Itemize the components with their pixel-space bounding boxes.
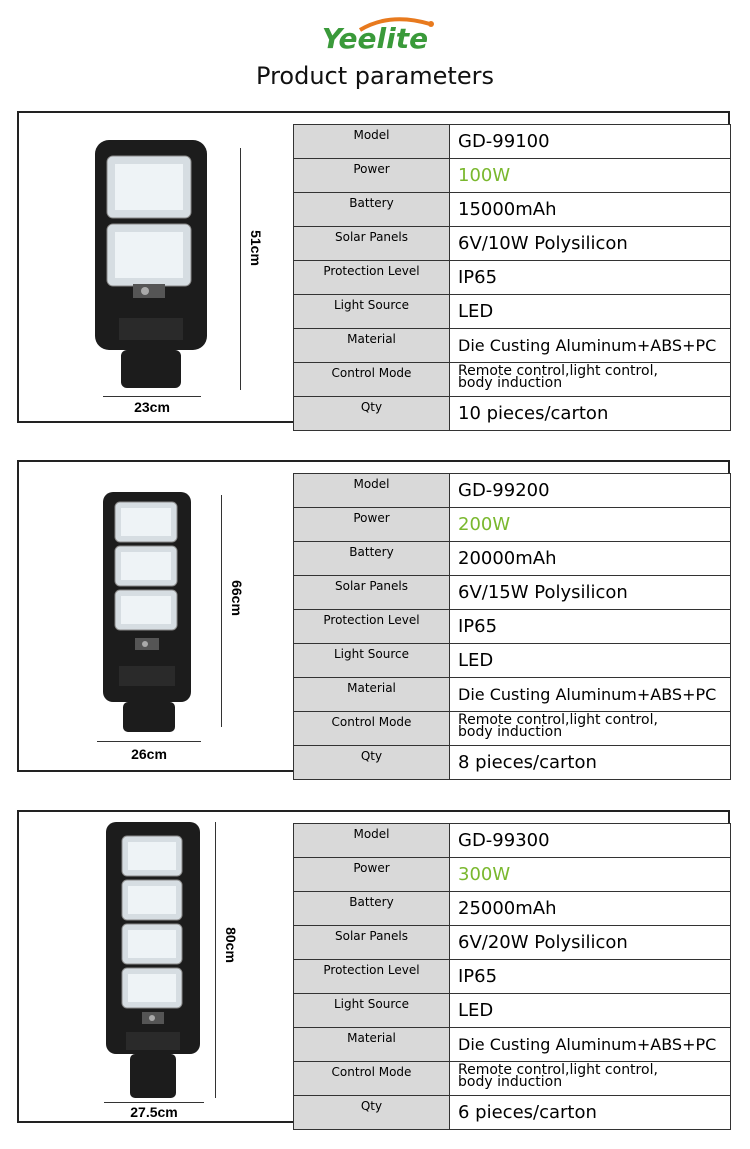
height-label-1: 51cm xyxy=(247,230,264,266)
spec-table-1 xyxy=(293,124,731,431)
brand-logo xyxy=(300,14,450,60)
table-row xyxy=(294,1028,731,1062)
page-title: Product parameters xyxy=(256,62,494,90)
spec-label: Protection Level xyxy=(294,261,450,295)
table-row xyxy=(294,329,731,363)
spec-table-3 xyxy=(293,823,731,1130)
spec-value: LED xyxy=(450,994,731,1028)
spec-value: IP65 xyxy=(450,261,731,295)
table-row xyxy=(294,261,731,295)
spec-value: GD-99100 xyxy=(450,125,731,159)
width-dimension-line-3 xyxy=(104,1102,204,1103)
spec-label: Power xyxy=(294,508,450,542)
spec-label: Control Mode xyxy=(294,363,450,397)
lamp-image-2 xyxy=(101,490,193,734)
spec-value: GD-99300 xyxy=(450,824,731,858)
spec-value-line2: body induction xyxy=(458,1074,563,1090)
table-row xyxy=(294,1062,731,1096)
table-row xyxy=(294,474,731,508)
spec-value-power: 200W xyxy=(450,508,731,542)
spec-label: Light Source xyxy=(294,994,450,1028)
table-row xyxy=(294,159,731,193)
spec-value-power: 300W xyxy=(450,858,731,892)
spec-value: 6V/10W Polysilicon xyxy=(450,227,731,261)
lamp-image-1 xyxy=(93,138,209,390)
table-row xyxy=(294,227,731,261)
spec-label: Material xyxy=(294,678,450,712)
logo-text: Yeelite xyxy=(321,22,429,55)
spec-label: Solar Panels xyxy=(294,926,450,960)
table-row xyxy=(294,644,731,678)
spec-label: Qty xyxy=(294,746,450,780)
spec-value-line2: body induction xyxy=(458,724,563,740)
spec-label: Material xyxy=(294,1028,450,1062)
spec-value: 8 pieces/carton xyxy=(450,746,731,780)
spec-label: Power xyxy=(294,159,450,193)
spec-value: IP65 xyxy=(450,960,731,994)
spec-value-line1: Remote control,light control, xyxy=(458,712,658,728)
height-dimension-line-3 xyxy=(215,822,216,1098)
spec-value: 25000mAh xyxy=(450,892,731,926)
table-row xyxy=(294,1096,731,1130)
spec-label: Qty xyxy=(294,397,450,431)
spec-label: Control Mode xyxy=(294,712,450,746)
spec-label: Light Source xyxy=(294,295,450,329)
table-row xyxy=(294,926,731,960)
table-row xyxy=(294,892,731,926)
spec-value: 6V/20W Polysilicon xyxy=(450,926,731,960)
width-dimension-line-1 xyxy=(103,396,201,397)
spec-value xyxy=(450,712,731,746)
spec-label: Model xyxy=(294,474,450,508)
height-label-2: 66cm xyxy=(228,580,245,616)
spec-value: Die Custing Aluminum+ABS+PC xyxy=(450,329,731,363)
spec-value: Die Custing Aluminum+ABS+PC xyxy=(450,1028,731,1062)
spec-value: LED xyxy=(450,644,731,678)
spec-label: Solar Panels xyxy=(294,576,450,610)
spec-label: Battery xyxy=(294,193,450,227)
table-row xyxy=(294,960,731,994)
height-label-3: 80cm xyxy=(222,927,239,963)
spec-value: 20000mAh xyxy=(450,542,731,576)
lamp-image-3 xyxy=(104,820,202,1100)
table-row xyxy=(294,678,731,712)
table-row xyxy=(294,610,731,644)
width-dimension-line-2 xyxy=(97,741,201,742)
height-dimension-line-2 xyxy=(221,495,222,727)
table-row xyxy=(294,994,731,1028)
table-row xyxy=(294,397,731,431)
spec-label: Battery xyxy=(294,542,450,576)
table-row xyxy=(294,576,731,610)
table-row xyxy=(294,542,731,576)
width-label-1: 23cm xyxy=(134,399,170,415)
height-dimension-line-1 xyxy=(240,148,241,390)
spec-label: Qty xyxy=(294,1096,450,1130)
table-row xyxy=(294,712,731,746)
table-row xyxy=(294,746,731,780)
spec-label: Solar Panels xyxy=(294,227,450,261)
spec-label: Light Source xyxy=(294,644,450,678)
spec-value: GD-99200 xyxy=(450,474,731,508)
spec-label: Control Mode xyxy=(294,1062,450,1096)
spec-value: IP65 xyxy=(450,610,731,644)
spec-value xyxy=(450,363,731,397)
spec-value: Die Custing Aluminum+ABS+PC xyxy=(450,678,731,712)
spec-label: Model xyxy=(294,824,450,858)
spec-value-power: 100W xyxy=(450,159,731,193)
spec-label: Protection Level xyxy=(294,960,450,994)
spec-label: Battery xyxy=(294,892,450,926)
spec-value: 6V/15W Polysilicon xyxy=(450,576,731,610)
spec-value-line1: Remote control,light control, xyxy=(458,1062,658,1078)
spec-label: Power xyxy=(294,858,450,892)
spec-value: 6 pieces/carton xyxy=(450,1096,731,1130)
spec-value xyxy=(450,1062,731,1096)
spec-value-line2: body induction xyxy=(458,375,563,391)
width-label-2: 26cm xyxy=(131,746,167,762)
table-row xyxy=(294,193,731,227)
table-row xyxy=(294,858,731,892)
spec-value: 10 pieces/carton xyxy=(450,397,731,431)
width-label-3: 27.5cm xyxy=(130,1104,178,1120)
spec-label: Model xyxy=(294,125,450,159)
spec-table-2 xyxy=(293,473,731,780)
spec-value: 15000mAh xyxy=(450,193,731,227)
table-row xyxy=(294,125,731,159)
table-row xyxy=(294,363,731,397)
table-row xyxy=(294,824,731,858)
spec-label: Protection Level xyxy=(294,610,450,644)
spec-label: Material xyxy=(294,329,450,363)
table-row xyxy=(294,508,731,542)
table-row xyxy=(294,295,731,329)
spec-value: LED xyxy=(450,295,731,329)
spec-value-line1: Remote control,light control, xyxy=(458,363,658,379)
